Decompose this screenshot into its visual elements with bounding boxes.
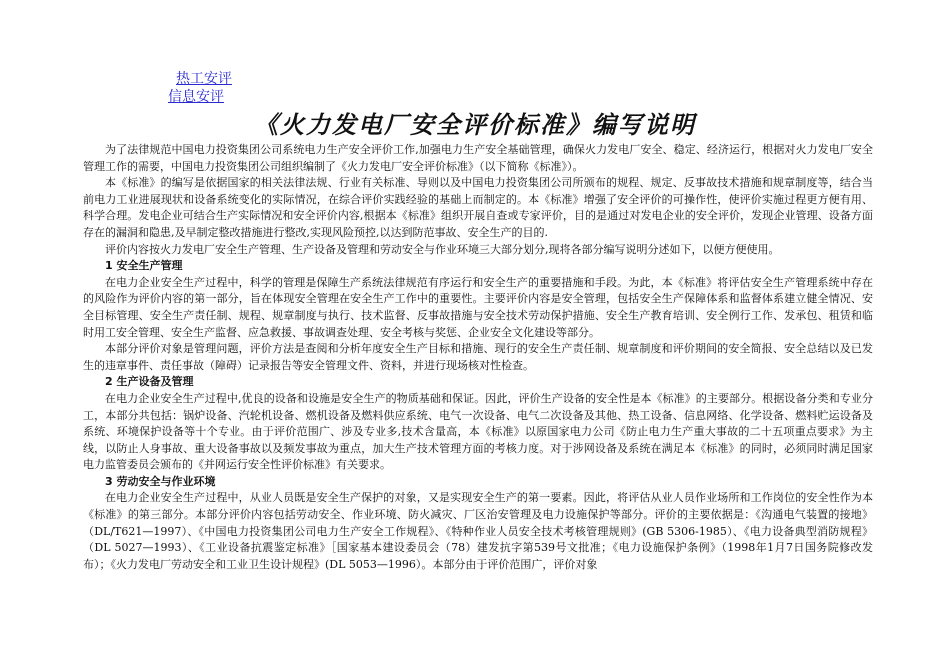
paragraph-structure: 评价内容按火力发电厂安全生产管理、生产设备及管理和劳动安全与作业环境三大部分划分,现将各部分编写说明分述如下，以便方便使用。	[105, 242, 780, 256]
paragraph-safety-management: 在电力企业安全生产过程中，科学的管理是保障生产系统法律规范有序运行和安全生产的重要措施和手段。为此，本《标准》将评估安全生产管理系统中存在的风险作为评价内容的第一部分，旨在体现安全管理在安全生产工作中的重要性。主要评价内容是安全管理，包括安全生产保障体系和监督体系建立健全情况、安全目标管理、安全生产责任制、规程、规章制度与执行、技术监督、反事故措施与安全技术劳动保护措施、安全生产教育培训、安全例行工作、发承包、租赁和临时用工安全管理、安全生产监督、应急救援、事故调查处理、安全考核与奖惩、企业安全文化建设等部分。	[83, 275, 873, 339]
link-thermal-safety-eval[interactable]: 热工安评	[176, 71, 232, 87]
link-info-safety-eval[interactable]: 信息安评	[168, 89, 224, 105]
paragraph-purpose: 为了法律规范中国电力投资集团公司系统电力生产安全评价工作,加强电力生产安全基础管理，确保火力发电厂安全、稳定、经济运行，根据对火力发电厂安全管理工作的需要，中国电力投资集团公司组织编制了《火力发电厂安全评价标准》（以下简称《标准》）。	[83, 143, 873, 173]
paragraph-equipment: 在电力企业安全生产过程中,优良的设备和设施是安全生产的物质基础和保证。因此，评价生产设备的安全性是本《标准》的主要部分。根据设备分类和专业分工，本部分共包括：锅炉设备、汽轮机设备、燃机设备及燃料供应系统、电气一次设备、电气二次设备及其他、热工设备、信息网络、化学设备、燃料贮运设备及系统、环境保护设备等十个专业。由于评价范围广、涉及专业多,技术含量高，本《标准》以原国家电力公司《防止电力生产重大事故的二十五项重点要求》为主线，以防止人身事故、重大设备事故以及频发事故为重点，加大生产技术管理方面的考核力度。对于涉网设备及系统在满足本《标准》的同时，必须同时满足国家电力监管委员会颁布的《并网运行安全性评价标准》有关要求。	[83, 391, 873, 472]
nav-links	[168, 70, 232, 106]
section-heading-equipment: 2 生产设备及管理	[105, 375, 194, 389]
section-heading-safety-management: 1 安全生产管理	[105, 259, 183, 273]
document-body	[83, 142, 873, 573]
section-heading-labor-safety: 3 劳动安全与作业环境	[105, 474, 216, 488]
page-title: 《火力发电厂安全评价标准》编写说明	[254, 110, 696, 139]
paragraph-safety-management-method: 本部分评价对象是管理问题，评价方法是查阅和分析年度安全生产目标和措施、现行的安全生产责任制、规章制度和评价期间的安全简报、安全总结以及已发生的违章事件、责任事故（障碍）记录报告等安全管理文件、资料，并进行现场核对性检查。	[83, 342, 873, 372]
paragraph-labor-safety: 在电力企业安全生产过程中，从业人员既是安全生产保护的对象，又是实现安全生产的第一要素。因此，将评估从业人员作业场所和工作岗位的安全性作为本《标准》的第三部分。本部分评价内容包括劳动安全、作业环境、防火减灾、厂区治安管理及电力设施保护等部分。评价的主要依据是：《沟通电气装置的接地》（DL/T621—1997）、《中国电力投资集团公司电力生产安全工作规程》、《特种作业人员安全技术考核管理规则》(GB 5306-1985）、《电力设备典型消防规程》（DL 5027—1993）、《工业设备抗震鉴定标准》［国家基本建设委员会（78）建发抗字第539号文批准；《电力设施保护条例》（1998年1月7日国务院修改发布）；《火力发电厂劳动安全和工业卫生设计规程》(DL 5053—1996）。本部分由于评价范围广，评价对象	[83, 491, 873, 571]
paragraph-basis: 本《标准》的编写是依据国家的相关法律法规、行业有关标准、导则以及中国电力投资集团公司所颁布的规程、规定、反事故技术措施和规章制度等，结合当前电力工业进展现状和设备系统变化的实际情况，在综合评价实践经验的基础上而制定的。本《标准》增强了安全评价的可操作性，使评价实施过程更方便有用、科学合理。发电企业可结合生产实际情况和安全评价内容,根据本《标准》组织开展自查或专家评价，目的是通过对发电企业的安全评价，发现企业管理、设备方面存在的漏洞和隐患,及早制定整改措施进行整改,实现风险预控,以达到防范事故、安全生产的目的.	[83, 176, 873, 239]
